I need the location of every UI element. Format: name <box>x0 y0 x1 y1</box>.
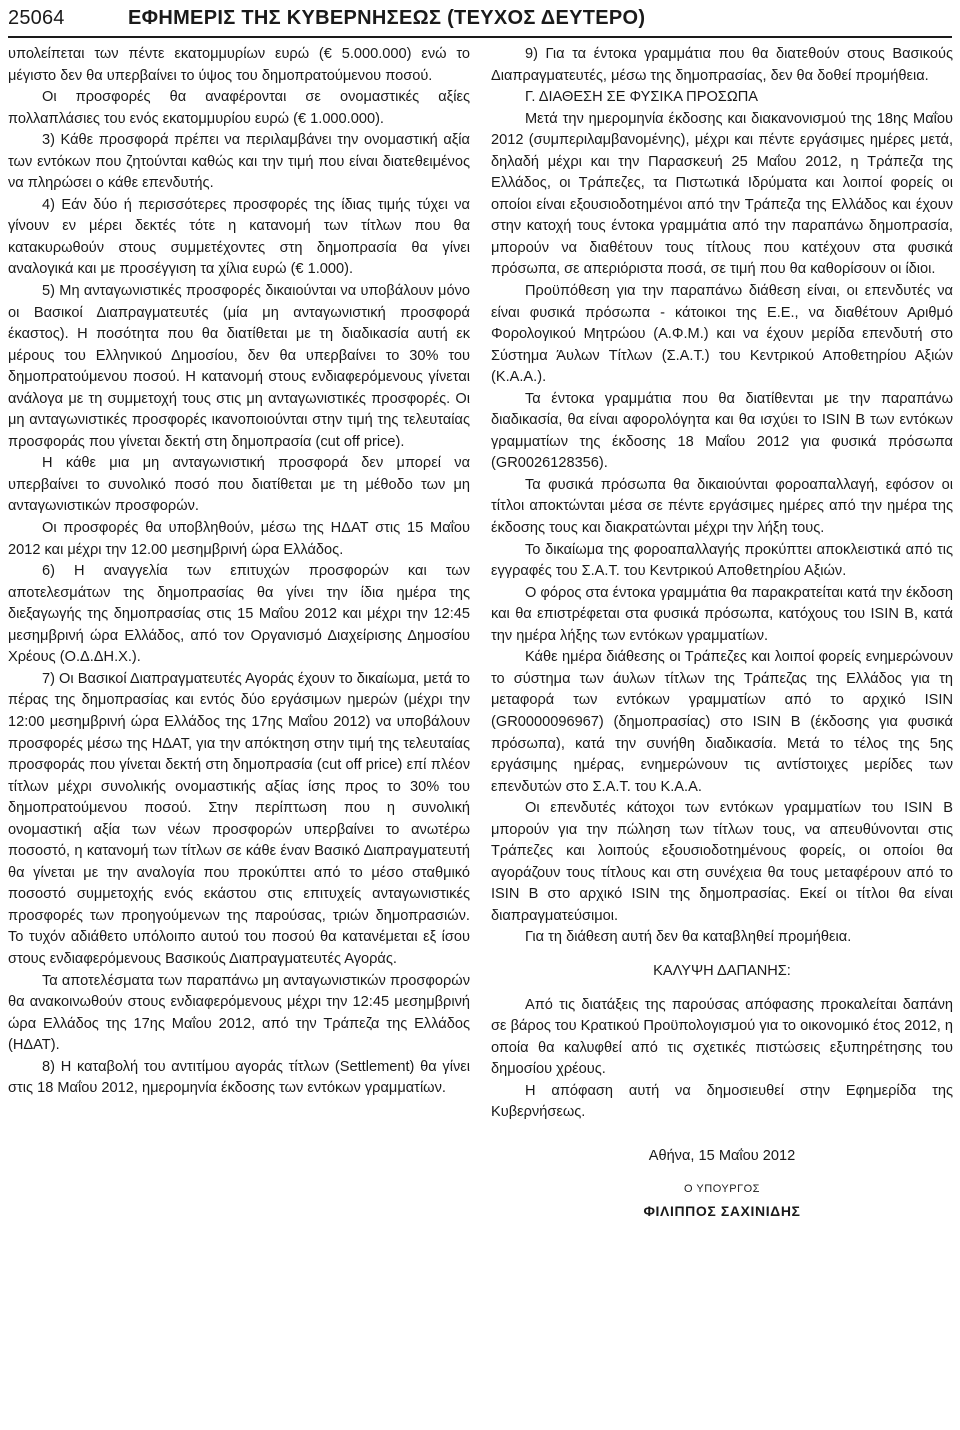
spacer <box>491 1124 953 1146</box>
right-column <box>491 44 953 1222</box>
paragraph: Η κάθε μια μη ανταγωνιστική προσφορά δεν μπορεί να υπερβαίνει το συνολικό ποσό που διατίθεται με τη μέθοδο των μη ανταγωνιστικών προσφορών. <box>8 455 470 515</box>
paragraph: Κάθε ημέρα διάθεσης οι Τράπεζες και λοιποί φορείς ενημερώνουν το σύστημα των άυλων τίτλων της Τράπεζας της Ελλάδος για τη μεταφορά των εντόκων γραμματίων από το αρχικό ISIN (GR0000096967) (δημοπρασίας) στο ISIN B (έκδοσης για φυσικά πρόσωπα), κατά την συνήθη διαδικασία. Μετά το τέλος της 5ης εργάσιμης ημέρας, ενημερώνουν τις αντίστοιχες μερίδες των επενδυτών στο Σ.Α.Τ. του Κ.Α.Α. <box>491 649 953 795</box>
paragraph: Από τις διατάξεις της παρούσας απόφασης προκαλείται δαπάνη σε βάρος του Κρατικού Προϋπολογισμού για το οικονομικό έτος 2012, η οποία θα καλυφθεί από τις σχετικές πιστώσεις εξυπηρέτησης του δημοσίου χρέους. <box>491 996 953 1078</box>
paragraph: Η απόφαση αυτή να δημοσιευθεί στην Εφημερίδα της Κυβερνήσεως. <box>491 1082 953 1121</box>
paragraph: Προϋπόθεση για την παραπάνω διάθεση είναι, οι επενδυτές να είναι φυσικά πρόσωπα - κάτοικοι της Ε.Ε., να διαθέτουν Αριθμό Φορολογικού Μητρώου (Α.Φ.Μ.) και να έχουν μερίδα επενδυτή στο Σύστημα Άυλων Τίτλων (Σ.Α.Τ.) του Κεντρικού Αποθετηρίου Αξιών (Κ.Α.Α.). <box>491 283 953 386</box>
minister-title: Ο ΥΠΟΥΡΓΟΣ <box>684 1183 760 1196</box>
paragraph: 3) Κάθε προσφορά πρέπει να περιλαμβάνει την ονομαστική αξία των εντόκων που ζητούνται καθώς και την τιμή που είναι διατεθειμένος να πληρώσει ο κάθε επενδυτής. <box>8 132 470 192</box>
paragraph: 6) Η αναγγελία των επιτυχών προσφορών και των αποτελεσμάτων της δημοπρασίας θα γίνει την ίδια ημέρα της διεξαγωγής της δημοπρασίας στις 15 Μαΐου 2012 και μέχρι την 12:45 μεσημβρινή ώρα Ελλάδος, από τον Οργανισμό Διαχείρισης Δημοσίου Χρέους (Ο.Δ.ΔΗ.Χ.). <box>8 563 470 666</box>
spacer <box>491 1167 953 1179</box>
page-number: 25064 <box>8 6 65 29</box>
paragraph: υπολείπεται των πέντε εκατομμυρίων ευρώ (€ 5.000.000) ενώ το μέγιστο δεν θα υπερβαίνει το ύψος του δημοπρατούμενου ποσού. <box>8 46 470 84</box>
paragraph: Το δικαίωμα της φοροαπαλλαγής προκύπτει αποκλειστικά από τις εγγραφές του Σ.Α.Τ. του Κεντρικού Αποθετηρίου Αξιών. <box>491 541 953 580</box>
paragraph: Οι επενδυτές κάτοχοι των εντόκων γραμματίων του ISIN B μπορούν για την πώληση των τίτλων τους, να απευθύνονται στις Τράπεζες και λοιπούς εξουσιοδοτημένους φορείς, οι οποίοι θα αγοράζουν τους τίτλους και στη συνέχεια θα τους μεταφέρουν από το ISIN B στο αρχικό ISIN της δημοπρασίας. Εκεί οι τίτλοι θα είναι διαπραγματεύσιμοι. <box>491 800 953 924</box>
paragraph: 7) Οι Βασικοί Διαπραγματευτές Αγοράς έχουν το δικαίωμα, μετά το πέρας της δημοπρασίας και εντός δύο εργάσιμων ημερών (μέχρι την 12:00 μεσημβρινή ώρα Ελλάδος της 17ης Μαΐου 2012) να υποβάλουν προσφορές μέσω της ΗΔΑΤ, για την απόκτηση στην τιμή της τελευταίας προσφοράς που γίνεται δεκτή στη δημοπρασία (cut off price) επί πλέον τίτλων μέχρι συνολικής ονομαστικής αξίας ίσης προς το 30% του δημοπρατούμενου ποσού. Στην περίπτωση που η συνολική ονομαστική αξία των νέων προσφορών υπερβαίνει το ανωτέρω ποσοστό, η κατανομή των τίτλων σε κάθε έναν Βασικό Διαπραγματευτή θα γίνεται με την αναλογία που προκύπτει από το μέσο σταθμικό ποσοστό συμμετοχής ενός εκάστου στις επιτυχείς ανταγωνιστικές προσφορές των προηγούμενων της παρούσας, τριών δημοπρασιών. Το τυχόν αδιάθετο υπόλοιπο αυτού του ποσού θα κατανέμεται εξ ίσου στους ενδιαφερόμενους Βασικούς Διαπραγματευτές Αγοράς. <box>8 670 470 967</box>
costs-heading: ΚΑΛΥΨΗ ΔΑΠΑΝΗΣ: <box>653 962 791 979</box>
minister-name: ΦΙΛΙΠΠΟΣ ΣΑΧΙΝΙΔΗΣ <box>643 1202 801 1219</box>
left-column <box>8 44 470 1100</box>
paragraph: 4) Εάν δύο ή περισσότερες προσφορές της ίδιας τιμής τύχει να γίνουν εν μέρει δεκτές τότε η κατανομή των τίτλων που θα κατακυρωθούν στους συμμετέχοντες στη δημοπρασία θα γίνει αναλογικά και με προσέγγιση τα χίλια ευρώ (€ 1.000). <box>8 196 470 278</box>
paragraph: 8) Η καταβολή του αντιτίμου αγοράς τίτλων (Settlement) θα γίνει στις 18 Μαΐου 2012, ημερομηνία έκδοσης των εντόκων γραμματίων. <box>8 1058 470 1097</box>
paragraph: Τα έντοκα γραμμάτια που θα διατίθενται με την παραπάνω διαδικασία, θα είναι αφορολόγητα και θα ισχύει το ISIN B των εντόκων γραμματίων της έκδοσης 18 Μαΐου 2012 για φυσικά πρόσωπα (GR0026128356). <box>491 390 953 472</box>
paragraph: Οι προσφορές θα αναφέρονται σε ονομαστικές αξίες πολλαπλάσιες του ενός εκατομμυρίου ευρώ (€ 1.000.000). <box>8 89 470 127</box>
page-header <box>8 2 952 34</box>
running-title: ΕΦΗΜΕΡΙΣ ΤΗΣ ΚΥΒΕΡΝΗΣΕΩΣ (ΤΕΥΧΟΣ ΔΕΥΤΕΡΟ) <box>128 6 646 29</box>
spacer <box>491 949 953 961</box>
paragraph: Ο φόρος στα έντοκα γραμμάτια θα παρακρατείται κατά την έκδοση και θα επιστρέφεται στα φυσικά πρόσωπα, κατόχους του ISIN B, κατά την ημέρα λήξης των εντόκων γραμματίων. <box>491 584 953 644</box>
header-rule <box>8 36 952 38</box>
paragraph: Μετά την ημερομηνία έκδοσης και διακανονισμού της 18ης Μαΐου 2012 (συμπεριλαμβανομένης), μέχρι και πέντε εργάσιμες ημέρες μετά, δηλαδή μέχρι και την Παρασκευή 25 Μαΐου 2012, η Τράπεζα της Ελλάδος, οι Τράπεζες, τα Πιστωτικά Ιδρύματα και λοιποί φορείς οι οποίοι είναι εξουσιοδοτημένοι από την Τράπεζα της Ελλάδος και έχουν στην κατοχή τους έντοκα γραμμάτια από την παραπάνω δημοπρασία, μπορούν να διαθέτουν τους τίτλους που κατέχουν στα φυσικά πρόσωπα, σε απεριόριστα ποσά, σε τιμή που θα καθορίσουν οι ίδιοι. <box>491 110 953 278</box>
paragraph: 5) Μη ανταγωνιστικές προσφορές δικαιούνται να υποβάλουν μόνο οι Βασικοί Διαπραγματευτές (μία μη ανταγωνιστική προσφορά έκαστος). Η ποσότητα που θα διατίθεται με τη διαδικασία αυτή εκ μέρους του Ελληνικού Δημοσίου, δεν θα υπερβαίνει το 30% του δημοπρατούμενου ποσού. Η κατανομή στους ενδιαφερόμενους γίνεται ανάλογα με τη συμμετοχή τους στις μη ανταγωνιστικές προσφορές. Οι μη ανταγωνιστικές προσφορές ικανοποιούνται στην τιμή της τελευταίας προσφοράς που γίνεται δεκτή στη δημοπρασία (cut off price). <box>8 283 470 450</box>
paragraph: Τα φυσικά πρόσωπα θα δικαιούνται φοροαπαλλαγή, εφόσον οι τίτλοι αποκτώνται μέσα σε πέντε εργάσιμες ημέρες από την ημέρα της έκδοσης τους και διακρατώνται μέχρι την λήξη τους. <box>491 476 953 537</box>
paragraph: 9) Για τα έντοκα γραμμάτια που θα διατεθούν στους Βασικούς Διαπραγματευτές, μέσω της δημοπρασίας, δεν θα δοθεί προμήθεια. <box>491 46 953 84</box>
paragraph: Τα αποτελέσματα των παραπάνω μη ανταγωνιστικών προσφορών θα ανακοινωθούν στους ενδιαφερόμενους μέχρι την 12:45 μεσημβρινή ώρα Ελλάδος της 17ης Μαΐου 2012, από την Τράπεζα της Ελλάδος (ΗΔΑΤ). <box>8 972 470 1054</box>
paragraph: Για τη διάθεση αυτή δεν θα καταβληθεί προμήθεια. <box>525 929 852 946</box>
section-heading: Γ. ΔΙΑΘΕΣΗ ΣΕ ΦΥΣΙΚΑ ΠΡΟΣΩΠΑ <box>525 89 759 106</box>
spacer <box>491 983 953 995</box>
place-date: Αθήνα, 15 Μαΐου 2012 <box>648 1147 796 1164</box>
paragraph: Οι προσφορές θα υποβληθούν, μέσω της ΗΔΑΤ στις 15 Μαΐου 2012 και μέχρι την 12.00 μεσημβρινή ώρα Ελλάδος. <box>8 520 470 558</box>
